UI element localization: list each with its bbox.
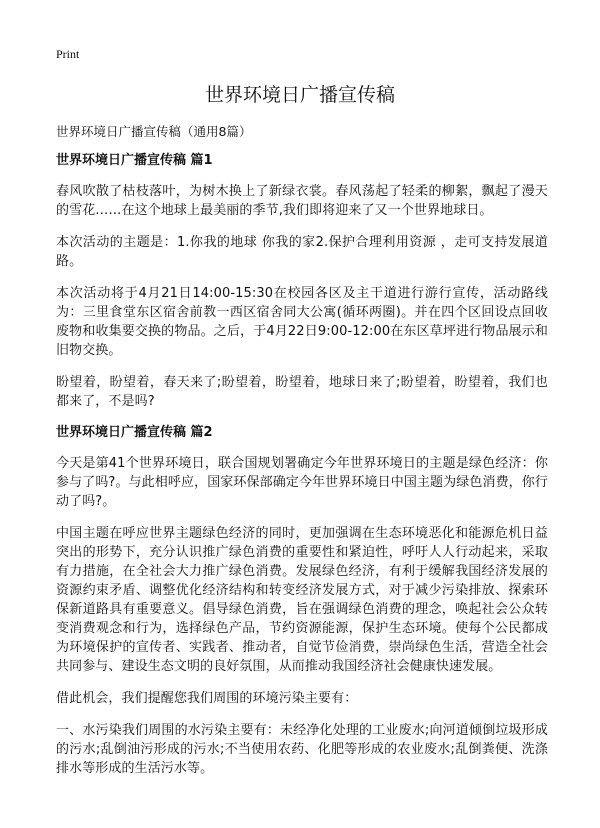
paragraph: 本次活动的主题是：1.你我的地球 你我的家2.保护合理利用资源 ，走可支持发展道路。: [56, 235, 548, 269]
paragraph: 春风吹散了枯枝落叶，为树木换上了新绿衣裳。春风荡起了轻柔的柳絮，飘起了漫天的雪花……在这个地球上最美丽的季节,我们即将迎来了又一个世界地球日。: [56, 184, 548, 218]
paragraph: 今天是第41个世界环境日，联合国规划署确定今年世界环境日的主题是绿色经济：你参与了吗?。与此相呼应，国家环保部确定今年世界环境日中国主题为绿色消费，你行动了吗?。: [56, 456, 548, 509]
document-content: [56, 152, 548, 791]
document-subtitle: 世界环境日广播宣传稿（通用8篇）: [56, 124, 252, 139]
paragraph: 借此机会，我们提醒您我们周围的环境污染主要有：: [56, 691, 358, 706]
section-heading: 世界环境日广播宣传稿 篇1: [56, 153, 213, 168]
section-heading: 世界环境日广播宣传稿 篇2: [56, 425, 213, 440]
paragraph: 中国主题在呼应世界主题绿色经济的同时，更加强调在生态环境恶化和能源危机日益突出的形势下，充分认识推广绿色消费的重要性和紧迫性，呼吁人人行动起来，采取有力措施，在全社会大力推广绿色消费。发展绿色经济，有利于缓解我国经济发展的资源约束矛盾、调整优化经济结构和转变经济发展方式，对于减少污染排放、探索环保新道路具有重要意义。倡导绿色消费，旨在强调绿色消费的理念，唤起社会公众转变消费观念和行为，选择绿色产品，节约资源能源，保护生态环境。使每个公民都成为环境保护的宣传者、实践者、推动者，自觉节俭消费，崇尚绿色生活，营造全社会共同参与、建设生态文明的良好氛围，从而推动我国经济社会健康快速发展。: [56, 526, 548, 674]
paragraph: 一、水污染我们周围的水污染主要有：未经净化处理的工业废水;向河道倾倒垃圾形成的污水;乱倒油污形成的污水;不当使用农药、化肥等形成的农业废水;乱倒粪便、洗涤排水等形成的生活污水等。: [56, 723, 548, 776]
print-link[interactable]: Print: [56, 47, 80, 61]
paragraph: 本次活动将于4月21日14:00-15:30在校园各区及主干道进行游行宣传，活动路线为：三里食堂东区宿舍前教一西区宿舍同大公寓(循环两圈)。并在四个区回设点回收废物和收集要交换的物品。之后，于4月22日9:00-12:00在东区草坪进行物品展示和旧物交换。: [56, 286, 548, 358]
paragraph: 盼望着，盼望着，春天来了;盼望着，盼望着，地球日来了;盼望着，盼望着，我们也都来了，不是吗?: [56, 375, 548, 409]
page-title: 世界环境日广播宣传稿: [204, 84, 395, 106]
